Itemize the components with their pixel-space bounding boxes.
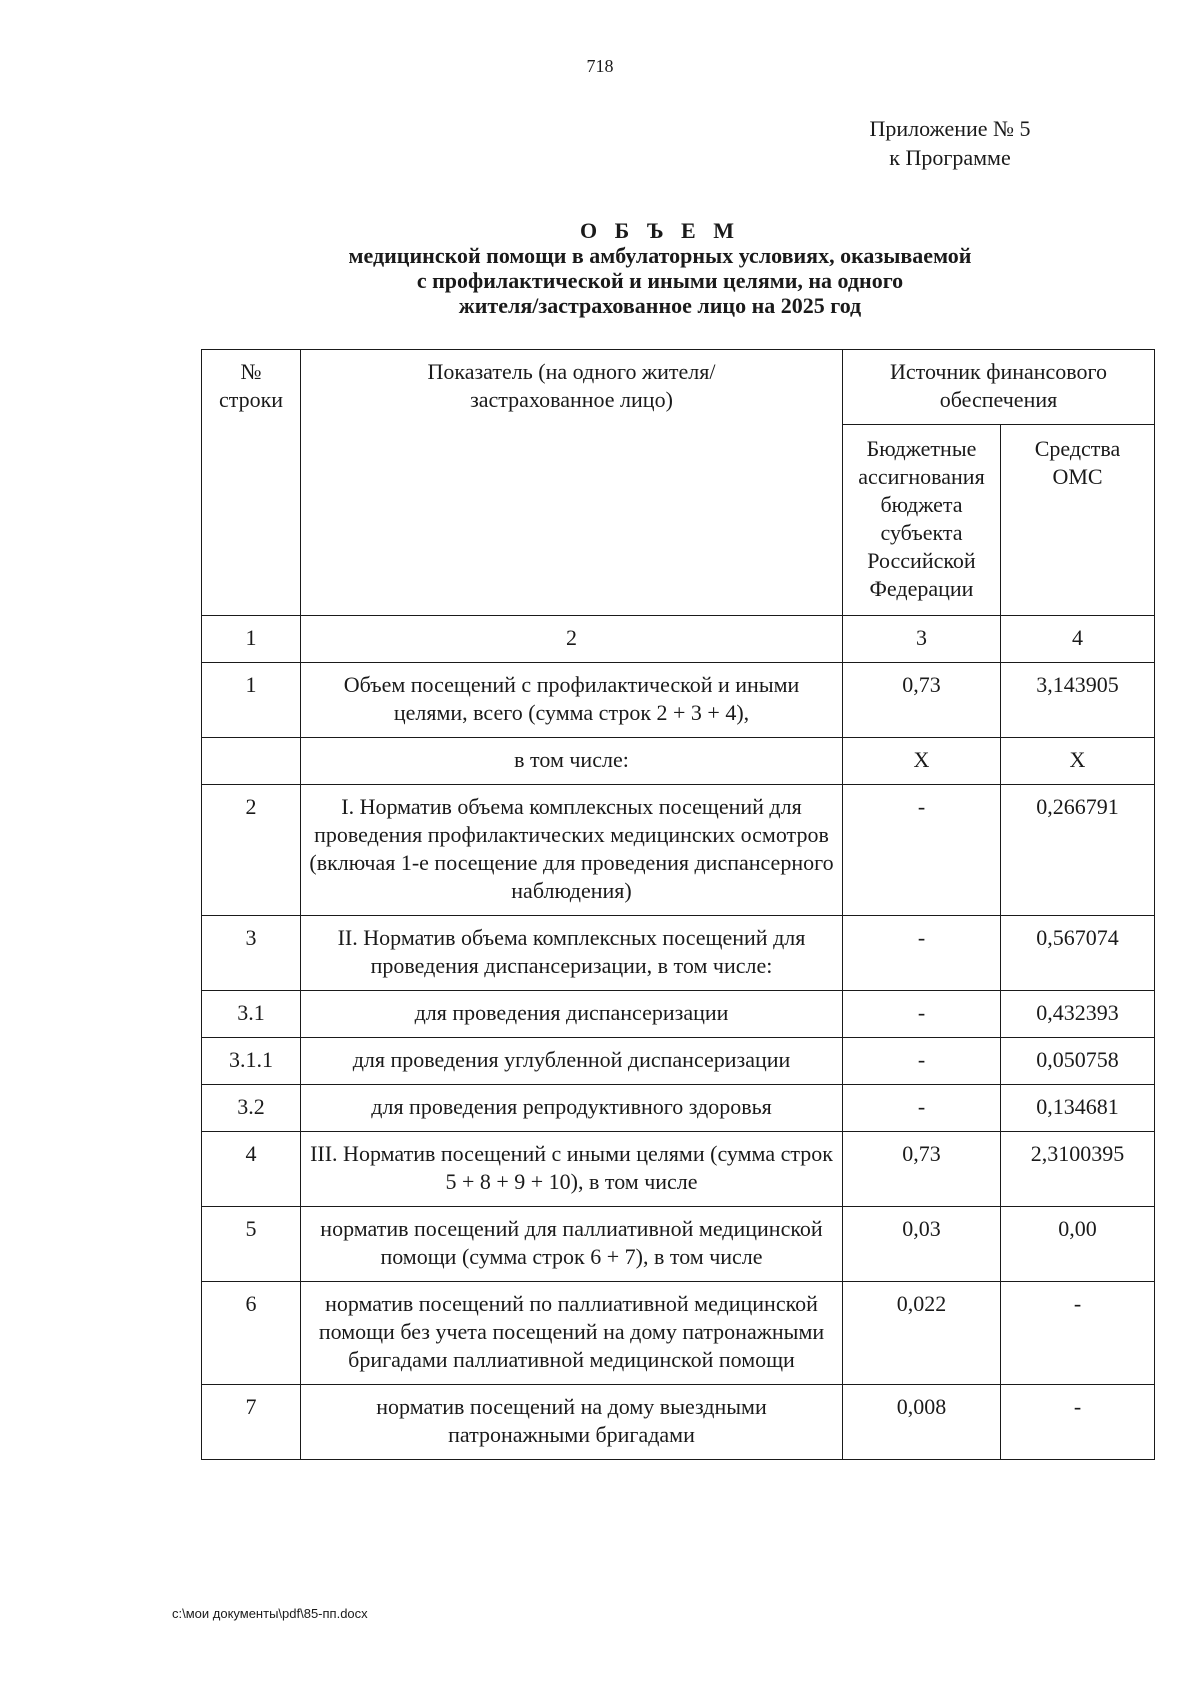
document-title [200, 218, 1120, 318]
budget-value-cell: - [843, 1038, 1001, 1085]
row-number-cell: 3 [202, 916, 301, 991]
row-number-cell: 5 [202, 1207, 301, 1282]
page-number: 718 [586, 56, 614, 76]
oms-value-cell: 0,567074 [1001, 916, 1155, 991]
oms-value-cell: 0,050758 [1001, 1038, 1155, 1085]
table-row [202, 663, 1155, 738]
oms-value-cell: 3,143905 [1001, 663, 1155, 738]
header-funding-source: Источник финансового обеспечения [843, 350, 1155, 425]
oms-value-cell: - [1001, 1282, 1155, 1385]
header-row [202, 350, 1155, 425]
indicator-cell: норматив посещений для паллиативной медицинской помощи (сумма строк 6 + 7), в том числе [301, 1207, 843, 1282]
table-row [202, 1132, 1155, 1207]
header-budget: Бюджетные ассигнования бюджета субъекта Российской Федерации [843, 425, 1001, 616]
row-number-cell: 3.1 [202, 991, 301, 1038]
table-row [202, 785, 1155, 916]
indicator-cell: Объем посещений с профилактической и иными целями, всего (сумма строк 2 + 3 + 4), [301, 663, 843, 738]
indicator-cell: I. Норматив объема комплексных посещений для проведения профилактических медицинских осмотров (включая 1-е посещение для проведения диспансерного наблюдения) [301, 785, 843, 916]
oms-value-cell: X [1001, 738, 1155, 785]
oms-value-cell: - [1001, 1385, 1155, 1460]
budget-value-cell: 0,73 [843, 1132, 1001, 1207]
row-number-cell: 4 [202, 1132, 301, 1207]
appendix-line-2: к Программе [889, 145, 1011, 170]
row-number-cell [202, 738, 301, 785]
table-row [202, 1207, 1155, 1282]
budget-value-cell: - [843, 916, 1001, 991]
indicator-cell: норматив посещений по паллиативной медицинской помощи без учета посещений на дому патронажными бригадами паллиативной медицинской помощи [301, 1282, 843, 1385]
indicator-cell: норматив посещений на дому выездными патронажными бригадами [301, 1385, 843, 1460]
table-row [202, 991, 1155, 1038]
appendix-line-1: Приложение № 5 [869, 116, 1031, 141]
oms-value-cell: 0,266791 [1001, 785, 1155, 916]
volume-table [201, 349, 1155, 1460]
indicator-cell: для проведения диспансеризации [301, 991, 843, 1038]
table-row [202, 1085, 1155, 1132]
budget-value-cell: 0,03 [843, 1207, 1001, 1282]
column-numbers-row [202, 616, 1155, 663]
row-number-cell: 1 [202, 663, 301, 738]
column-number: 4 [1001, 616, 1155, 663]
row-number-cell: 2 [202, 785, 301, 916]
table-row [202, 1282, 1155, 1385]
title-line-2: с профилактической и иными целями, на одного [416, 268, 904, 293]
row-number-cell: 7 [202, 1385, 301, 1460]
row-number-cell: 3.2 [202, 1085, 301, 1132]
indicator-cell: для проведения углубленной диспансеризации [301, 1038, 843, 1085]
indicator-cell: для проведения репродуктивного здоровья [301, 1085, 843, 1132]
header-indicator: Показатель (на одного жителя/ застрахованное лицо) [301, 350, 843, 616]
header-oms: Средства ОМС [1001, 425, 1155, 616]
column-number: 1 [202, 616, 301, 663]
budget-value-cell: 0,008 [843, 1385, 1001, 1460]
column-number: 2 [301, 616, 843, 663]
oms-value-cell: 0,00 [1001, 1207, 1155, 1282]
title-main: О Б Ъ Е М [580, 218, 740, 243]
budget-value-cell: 0,022 [843, 1282, 1001, 1385]
footer-file-path: c:\мои документы\pdf\85-пп.docx [172, 1606, 368, 1621]
table-row [202, 1038, 1155, 1085]
indicator-cell: II. Норматив объема комплексных посещений для проведения диспансеризации, в том числе: [301, 916, 843, 991]
oms-value-cell: 0,134681 [1001, 1085, 1155, 1132]
title-line-3: жителя/застрахованное лицо на 2025 год [458, 293, 862, 318]
table-row [202, 738, 1155, 785]
budget-value-cell: X [843, 738, 1001, 785]
row-number-cell: 3.1.1 [202, 1038, 301, 1085]
row-number-cell: 6 [202, 1282, 301, 1385]
title-line-1: медицинской помощи в амбулаторных условиях, оказываемой [348, 243, 972, 268]
header-row-number: № строки [202, 350, 301, 616]
indicator-cell: в том числе: [301, 738, 843, 785]
oms-value-cell: 2,3100395 [1001, 1132, 1155, 1207]
budget-value-cell: - [843, 785, 1001, 916]
table-row [202, 1385, 1155, 1460]
budget-value-cell: - [843, 1085, 1001, 1132]
table-row [202, 916, 1155, 991]
oms-value-cell: 0,432393 [1001, 991, 1155, 1038]
budget-value-cell: - [843, 991, 1001, 1038]
budget-value-cell: 0,73 [843, 663, 1001, 738]
appendix-label [850, 114, 1050, 172]
column-number: 3 [843, 616, 1001, 663]
indicator-cell: III. Норматив посещений с иными целями (сумма строк 5 + 8 + 9 + 10), в том числе [301, 1132, 843, 1207]
